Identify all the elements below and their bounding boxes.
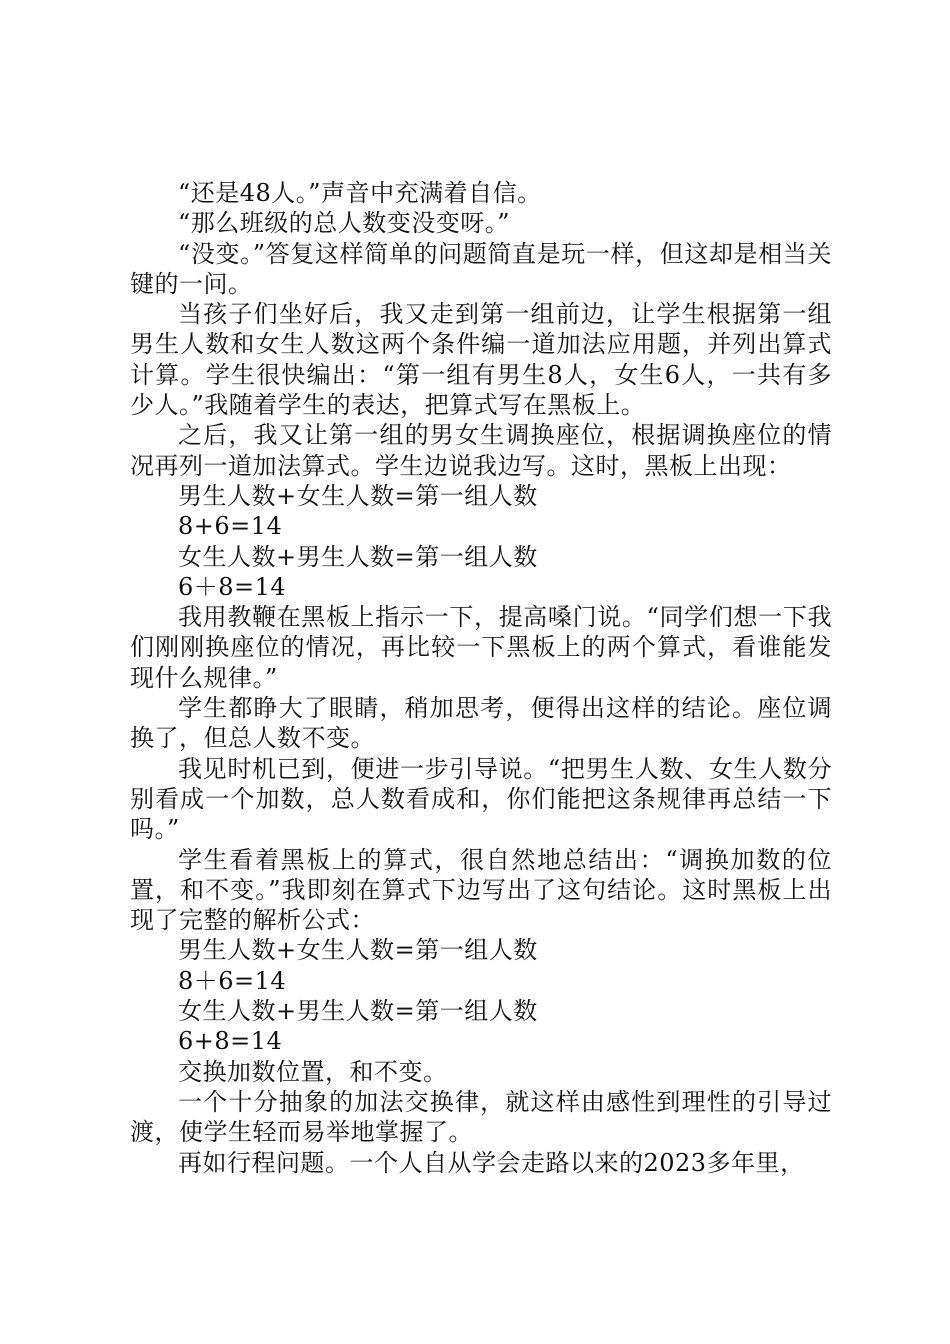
paragraph-8: 我见时机已到，便进一步引导说。“把男生人数、女生人数分别看成一个加数，总人数看成和，你们能把这条规律再总结一下吗。” [130,754,832,844]
paragraph-1: “还是48人。”声音中充满着自信。 [178,179,542,207]
paragraph-10: 一个十分抽象的加法交换律，就这样由感性到理性的引导过渡，使学生轻而易举地掌握了。 [130,1087,832,1147]
formula-line-8: 6+8=14 [178,1027,283,1056]
formula-line-5: 男生人数+女生人数=第一组人数 [178,936,538,965]
document-body [130,178,832,1178]
paragraph-5: 之后，我又让第一组的男女生调换座位，根据调换座位的情况再列一道加法算式。学生边说我边写。这时，黑板上出现： [130,421,832,480]
formula-line-2: 8+6=14 [178,512,283,541]
paragraph-6: 我用教鞭在黑板上指示一下，提高嗓门说。“同学们想一下我们刚刚换座位的情况，再比较一下黑板上的两个算式，看谁能发现什么规律。” [130,603,832,692]
formula-line-7: 女生人数+男生人数=第一组人数 [178,997,538,1026]
paragraph-11: 再如行程问题。一个人自从学会走路以来的2023多年里， [178,1148,805,1177]
formula-line-3: 女生人数+男生人数=第一组人数 [178,542,538,571]
paragraph-2: “那么班级的总人数变没变呀。” [178,209,511,238]
paragraph-9: 学生看着黑板上的算式，很自然地总结出：“调换加数的位置，和不变。”我即刻在算式下边写出了这句结论。这时黑板上出现了完整的解析公式： [130,845,832,935]
formula-line-6: 8＋6=14 [178,966,287,995]
paragraph-4: 当孩子们坐好后，我又走到第一组前边，让学生根据第一组男生人数和女生人数这两个条件编一道加法应用题，并列出算式计算。学生很快编出：“第一组有男生8人，女生6人，一共有多少人。”我随着学生的表达，把算式写在黑板上。 [130,300,832,420]
formula-line-4: 6＋8=14 [178,572,287,601]
formula-line-1: 男生人数+女生人数=第一组人数 [178,481,538,510]
paragraph-3: “没变。”答复这样简单的问题简直是玩一样，但这却是相当关键的一问。 [130,239,832,298]
conclusion-line: 交换加数位置，和不变。 [178,1057,448,1086]
paragraph-7: 学生都睁大了眼睛，稍加思考，便得出这样的结论。座位调换了，但总人数不变。 [130,694,832,753]
